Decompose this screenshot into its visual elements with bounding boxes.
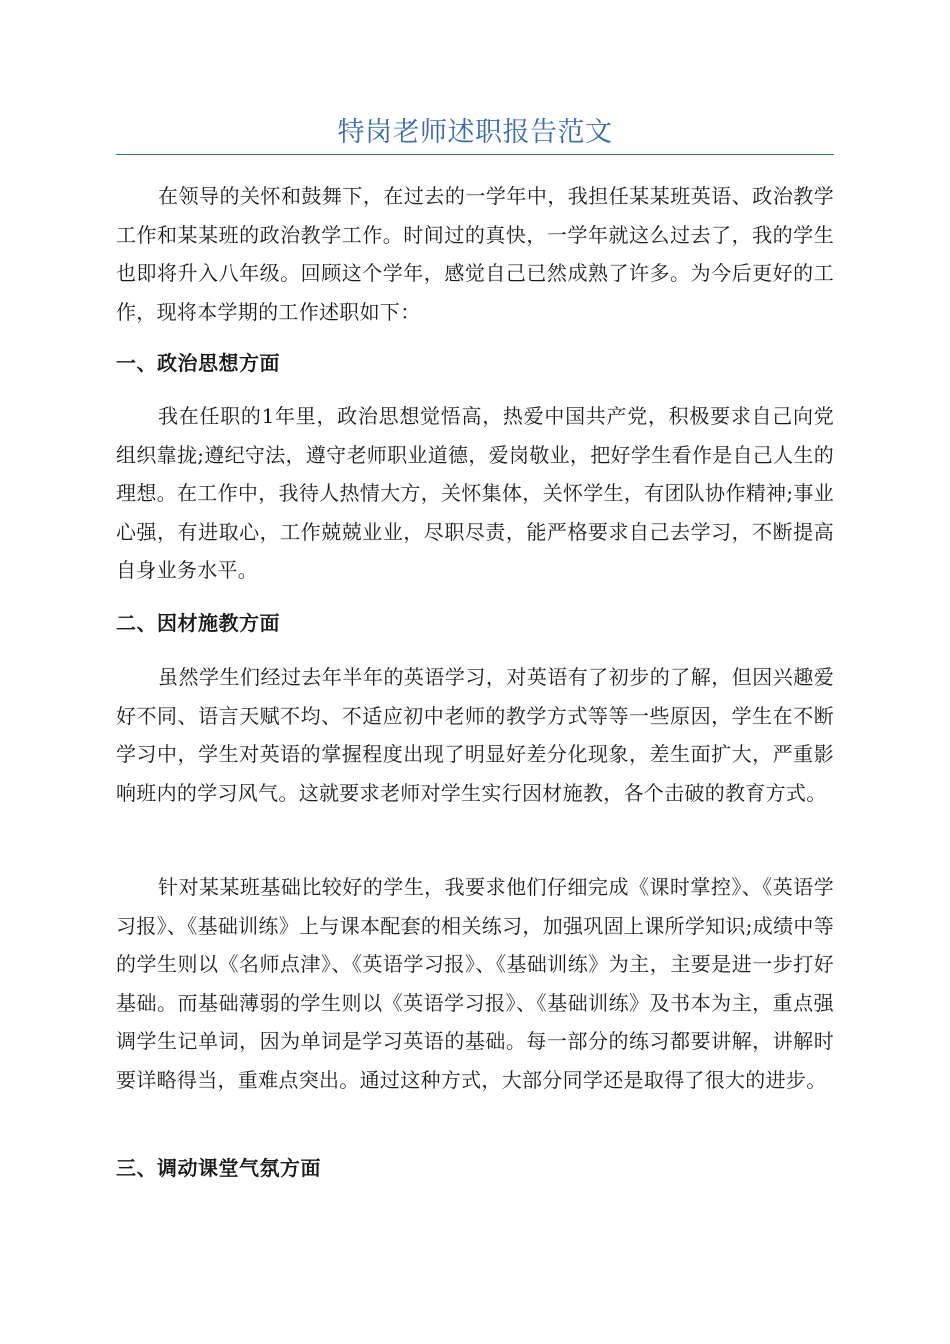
section-heading-2: 二、因材施教方面 — [116, 611, 280, 635]
document-title: 特岗老师述职报告范文 — [337, 117, 613, 148]
intro-paragraph: 在领导的关怀和鼓舞下，在过去的一学年中，我担任某某班英语、政治教学工作和某某班的政治教学工作。时间过的真快，一学年就这么过去了，我的学生也即将升入八年级。回顾这个学年，感觉自己已然成熟了许多。为今后更好的工作，现将本学期的工作述职如下： — [116, 184, 834, 324]
section-1-paragraph-1: 我在任职的1年里，政治思想觉悟高，热爱中国共产党，积极要求自己向党组织靠拢;遵纪守法，遵守老师职业道德，爱岗敬业，把好学生看作是自己人生的理想。在工作中，我待人热情大方，关怀集体，关怀学生，有团队协作精神;事业心强，有进取心，工作兢兢业业，尽职尽责，能严格要求自己去学习，不断提高自身业务水平。 — [116, 404, 834, 582]
section-heading-3: 三、调动课堂气氛方面 — [116, 1156, 321, 1180]
section-2-paragraph-2: 针对某某班基础比较好的学生，我要求他们仔细完成《课时掌控》、《英语学习报》、《基础训练》上与课本配套的相关练习，加强巩固上课所学知识;成绩中等的学生则以《名师点津》、《英语学习报》、《基础训练》为主，主要是进一步打好基础。而基础薄弱的学生则以《英语学习报》、《基础训练》及书本为主，重点强调学生记单词，因为单词是学习英语的基础。每一部分的练习都要讲解，讲解时要详略得当，重难点突出。通过这种方式，大部分同学还是取得了很大的进步。 — [116, 875, 834, 1092]
section-2-paragraph-1: 虽然学生们经过去年半年的英语学习，对英语有了初步的了解，但因兴趣爱好不同、语言天赋不均、不适应初中老师的教学方式等等一些原因，学生在不断学习中，学生对英语的掌握程度出现了明显好差分化现象，差生面扩大，严重影响班内的学习风气。这就要求老师对学生实行因材施教，各个击破的教育方式。 — [116, 665, 834, 805]
section-heading-1: 一、政治思想方面 — [116, 351, 280, 375]
title-underline — [116, 154, 834, 155]
